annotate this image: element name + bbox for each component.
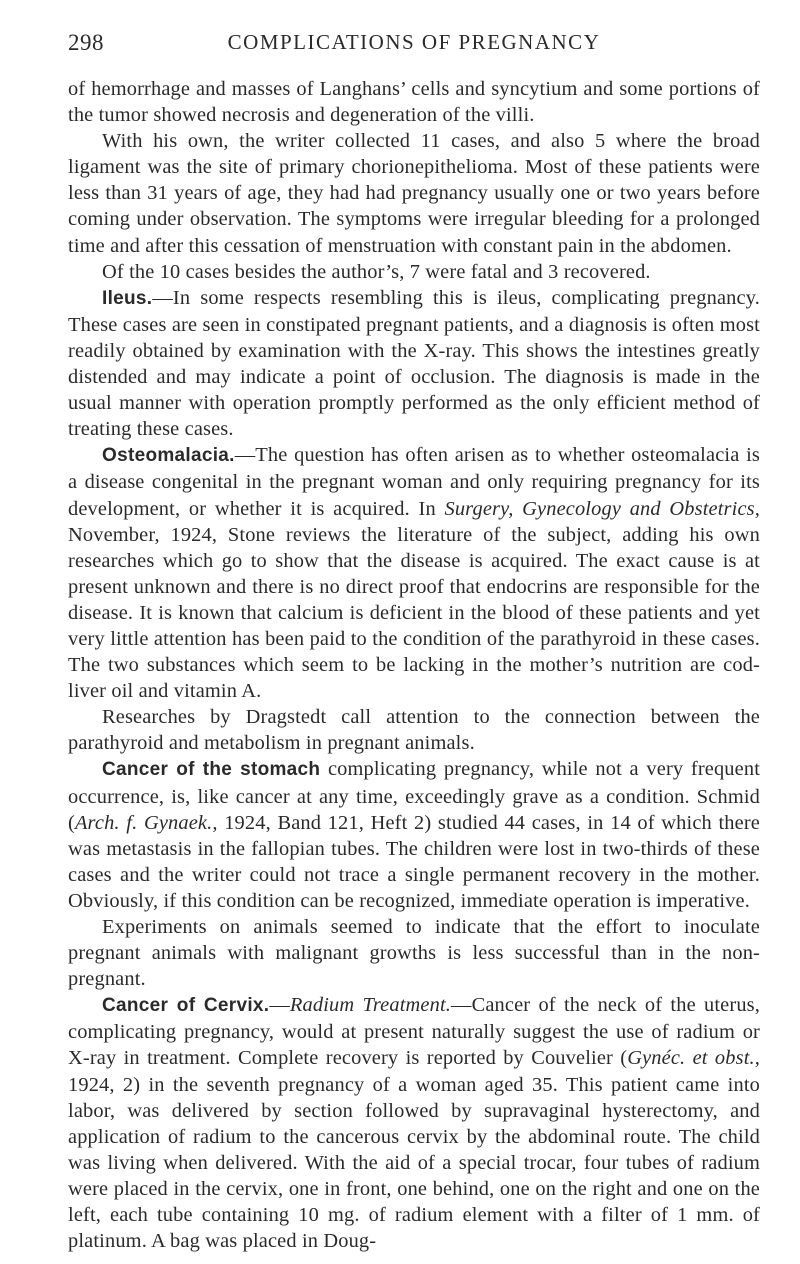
journal-citation: Gynéc. et obst., xyxy=(627,1047,760,1070)
paragraph-ileus-text: —In some respects resembling this is ileus, complicating pregnancy. These cases are seen in constipated pregnant patients, and a diagnosis is often most readily obtained by examination with the X-ray. This shows the intestines greatly distended and may indicate a point of occlusion. The diagnosis is made in the usual manner with operation promptly performed as the only efficient method of treating these cases. xyxy=(68,286,760,441)
paragraph-cancer-cervix-text-a: —Cancer of the neck of the uterus, complicating pregnancy, would at present naturally suggest the use of radium or X-ray in treatment. Complete recovery is reported by Couvelier ( xyxy=(68,994,760,1070)
paragraph-experiments: Experiments on animals seemed to indicate that the effort to inoculate pregnant animals with malignant growths is less successful than in the non-pregnant. xyxy=(68,916,760,991)
subheading-radium-treatment: Radium Treatment. xyxy=(289,994,452,1017)
paragraph-cancer-stomach xyxy=(68,756,760,914)
journal-citation: Arch. f. Gynaek., xyxy=(74,811,218,834)
section-heading-ileus: Ileus. xyxy=(102,287,153,309)
page-number: 298 xyxy=(68,30,104,55)
section-heading-cancer-cervix: Cancer of Cervix. xyxy=(102,995,270,1017)
paragraph-chorionepithelioma-cases: With his own, the writer collected 11 cases, and also 5 where the broad ligament was the site of primary chorionepithelioma. Most of these patients were less than 31 years of age, they had had pregnancy usually one or two years before coming under observation. The symptoms were irregular bleeding for a prolonged time and after this cessation of menstruation with constant pain in the abdomen. xyxy=(68,130,760,257)
journal-citation: Surgery, Gynecology and Obstetrics, xyxy=(444,497,760,520)
running-head: COMPLICATIONS OF PREGNANCY xyxy=(227,30,601,54)
dash: — xyxy=(269,994,290,1017)
paragraph-cancer-cervix xyxy=(68,992,760,1254)
paragraph-osteomalacia xyxy=(68,442,760,704)
paragraph-cancer-stomach-text-a: complicating pregnancy, while not a very frequent occurrence, is, like cancer at any time, exceedingly grave as a condition. Schmid ( xyxy=(68,758,761,834)
paragraph-cancer-cervix-text-b: 1924, 2) in the seventh pregnancy of a woman aged 35. This patient came into labor, was delivered by section followed by supravaginal hysterectomy, and application of radium to the cancerous cervix by the abdominal route. The child was living when delivered. With the aid of a special trocar, four tubes of radium were placed in the cervix, one in front, one behind, one on the right and one on the left, each tube containing 10 mg. of radium element with a filter of 1 mm. of platinum. A bag was placed in Doug- xyxy=(68,1073,760,1253)
paragraph-osteomalacia-text-b: November, 1924, Stone reviews the literature of the subject, adding his own researches which go to show that the disease is acquired. The exact cause is at present unknown and there is no direct proof that endocrins are responsible for the disease. It is known that calcium is deficient in the blood of these patients and yet very little attention has been paid to the condition of the parathyroid in these cases. The two substances which seem to be lacking in the mother’s nutrition are cod-liver oil and vitamin A. xyxy=(68,523,760,703)
body-text xyxy=(68,76,760,1254)
paragraph-continuation: of hemorrhage and masses of Langhans’ cells and syncytium and some portions of the tumor showed necrosis and degeneration of the villi. xyxy=(68,78,760,127)
paragraph-cancer-stomach-text-b: 1924, Band 121, Heft 2) studied 44 cases, in 14 of which there was metastasis in the fallopian tubes. The children were lost in two-thirds of these cases and the writer could not trace a single permanent recovery in the mother. Obviously, if this condition can be recognized, immediate operation is imperative. xyxy=(68,811,760,912)
section-heading-osteomalacia: Osteomalacia. xyxy=(102,445,235,467)
paragraph-dragstedt: Researches by Dragstedt call attention to the connection between the parathyroid and metabolism in pregnant animals. xyxy=(68,706,760,755)
paragraph-outcomes: Of the 10 cases besides the author’s, 7 were fatal and 3 recovered. xyxy=(102,260,651,283)
section-heading-cancer-stomach: Cancer of the stomach xyxy=(102,759,321,781)
paragraph-ileus xyxy=(68,285,760,443)
page-header xyxy=(68,30,760,60)
paragraph-osteomalacia-text-a: —The question has often arisen as to whether osteomalacia is a disease congenital in the pregnant woman and only requiring pregnancy for its development, or whether it is acquired. In xyxy=(68,444,760,520)
